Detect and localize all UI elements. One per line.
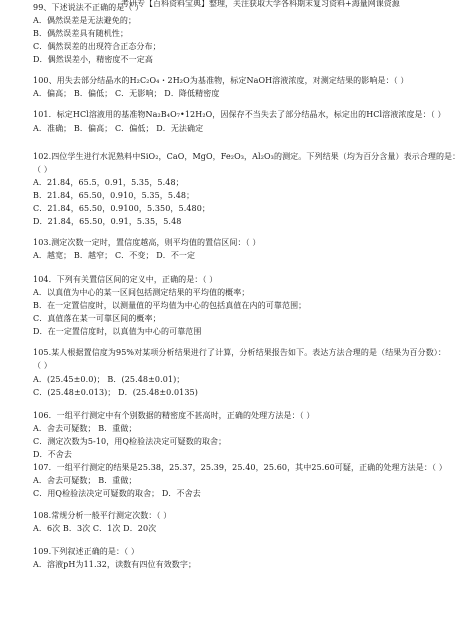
q99-option-a: A．偶然误差是无法避免的； [33, 16, 137, 25]
q101-stem: 101．标定HCl溶液用的基准物Na₂B₄O₇•12H₂O，因保存不当失去了部分结晶水，标定出的HCl溶液浓度是：（ ） [33, 110, 446, 119]
q109-stem: 109.下列叙述正确的是：（ ） [33, 547, 139, 556]
q105-options-ab: A．(25.45±0.0)； B．(25.48±0.01)； [33, 375, 185, 384]
q106-stem: 106．一组平行测定中有个别数据的精密度不甚高时，正确的处理方法是：（ ） [33, 411, 315, 420]
q105-blank: （ ） [33, 361, 52, 370]
q107-stem: 107．一组平行测定的结果是25.38，25.37，25.39，25.40，25.60，其中25.60可疑，正确的处理方法是：（ ） [33, 463, 447, 472]
q104-stem: 104．下列有关置信区间的定义中，正确的是：（ ） [33, 275, 218, 284]
q104-option-c: C．真值落在某一可靠区间的概率； [33, 314, 161, 323]
q108-options: A．6次 B．3次 C．1次 D．20次 [33, 524, 157, 533]
q103-stem: 103.测定次数一定时，置信度越高，则平均值的置信区间：（ ） [33, 238, 261, 247]
q104-option-d: D．在一定置信度时，以真值为中心的可靠范围 [33, 327, 202, 336]
q105-options-cd: C．(25.48±0.013)； D．(25.48±0.0135) [33, 388, 198, 397]
q100-stem: 100、用失去部分结晶水的H₂C₂O₄・2H₂O为基准物，标定NaOH溶液浓度，对测定结果的影响是：（ ） [33, 76, 409, 85]
q102-option-b: B．21.84，65.50，0.910，5.35，5.48； [33, 191, 195, 200]
q106-option-c: C．测定次数为5-10，用Q检验法决定可疑数的取舍； [33, 437, 227, 446]
q107-options-cd: C．用Q检验法决定可疑数的取舍； D．不舍去 [33, 489, 201, 498]
q99-stem: 99、下述说法不正确的是（ ） [33, 3, 144, 12]
q102-option-a: A．21.84，65.5，0.91，5.35，5.48； [33, 178, 184, 187]
q107-options-ab: A．舍去可疑数； B．重做； [33, 476, 137, 485]
q108-stem: 108.常规分析一般平行测定次数：（ ） [33, 511, 172, 520]
q105-stem: 105.某人根据置信度为95%对某项分析结果进行了计算，分析结果报告如下。表达方法合理的是（结果为百分数）： [33, 348, 446, 357]
watermark-header: 考研专【百科资料宝典】整理，关注获取大学各科期末复习资料+海量网课资源 [121, 0, 400, 8]
q103-options: A．越宽； B．越窄； C．不变； D．不一定 [33, 251, 196, 260]
q106-option-d: D．不舍去 [33, 450, 72, 459]
q102-blank: （ ） [33, 165, 52, 174]
q99-option-b: B．偶然误差具有随机性； [33, 29, 129, 38]
q102-option-c: C．21.84，65.50，0.9100，5.350，5.480； [33, 204, 211, 213]
q102-stem: 102.四位学生进行水泥熟料中SiO₂，CaO，MgO，Fe₂O₃，Al₂O₃的测定。下列结果（均为百分含量）表示合理的是： [33, 152, 461, 161]
q104-option-a: A．以真值为中心的某一区间包括测定结果的平均值的概率； [33, 288, 250, 297]
q99-option-c: C．偶然误差的出现符合正态分布； [33, 42, 161, 51]
q102-option-d: D．21.84，65.50，0.91，5.35，5.48 [33, 217, 182, 226]
q101-options: A．准确； B．偏高； C．偏低； D．无法确定 [33, 124, 204, 133]
q104-option-b: B．在一定置信度时，以测量值的平均值为中心的包括真值在内的可靠范围； [33, 301, 307, 310]
q99-option-d: D．偶然误差小，精密度不一定高 [33, 55, 153, 64]
q106-options-ab: A．舍去可疑数； B．重做； [33, 424, 137, 433]
q109-option-a: A．溶液pH为11.32，读数有四位有效数字； [33, 560, 197, 569]
q100-options: A．偏高； B．偏低； C．无影响； D．降低精密度 [33, 89, 220, 98]
